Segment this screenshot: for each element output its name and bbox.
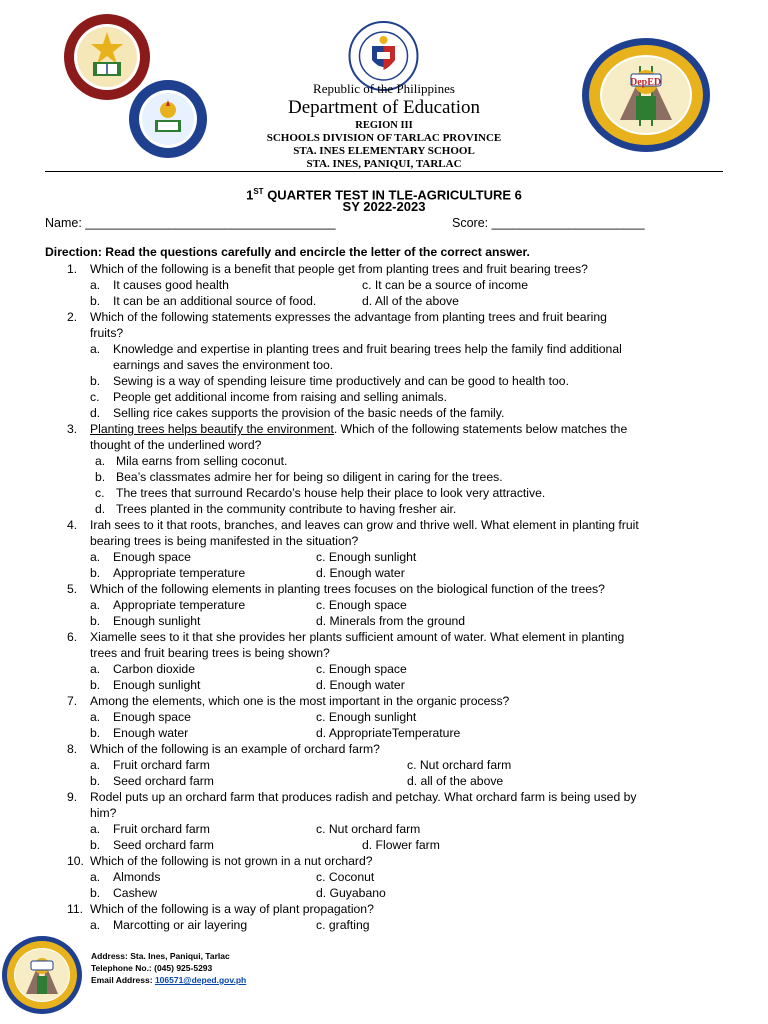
q5-option-b-letter[interactable]: b. [90,614,101,628]
q1-text: Which of the following is a benefit that people get from planting trees and fruit bearing trees? [90,262,588,276]
q4-text-line2: bearing trees is being manifested in the situation? [90,534,359,548]
q9-option-d[interactable]: d. Flower farm [362,838,440,852]
score-field[interactable]: Score: ______________________ [452,216,645,230]
q7-option-b-letter[interactable]: b. [90,726,101,740]
q8-option-d[interactable]: d. all of the above [407,774,504,788]
q1-option-b[interactable]: It can be an additional source of food. [113,294,317,308]
q3-text-rest: . Which of the following statements below matches the [333,422,628,436]
q11-option-a-letter[interactable]: a. [90,918,101,932]
q8-option-c[interactable]: c. Nut orchard farm [407,758,512,772]
q6-option-c[interactable]: c. Enough space [316,662,407,676]
q4-option-b[interactable]: Appropriate temperature [113,566,246,580]
q5-option-a[interactable]: Appropriate temperature [113,598,246,612]
q4-option-c[interactable]: c. Enough sunlight [316,550,417,564]
q2-option-a-line2[interactable]: earnings and saves the environment too. [113,358,334,372]
q1-option-b-letter[interactable]: b. [90,294,101,308]
q6-option-b-letter[interactable]: b. [90,678,101,692]
q6-option-a-letter[interactable]: a. [90,662,101,676]
q4-option-b-letter[interactable]: b. [90,566,101,580]
q4-option-a[interactable]: Enough space [113,550,191,564]
q9-option-c[interactable]: c. Nut orchard farm [316,822,421,836]
q2-option-d-letter[interactable]: d. [90,406,101,420]
q5-text: Which of the following elements in planting trees focuses on the biological function of the trees? [90,582,605,596]
q8-option-b-letter[interactable]: b. [90,774,101,788]
q9-text-line2: him? [90,806,117,820]
footer-email [91,975,246,985]
q3-option-a[interactable]: Mila earns from selling coconut. [116,454,288,468]
q6-text-line2: trees and fruit bearing trees is being shown? [90,646,330,660]
q11-number: 11. [67,902,84,916]
q5-option-a-letter[interactable]: a. [90,598,101,612]
q3-option-b-letter[interactable]: b. [95,470,106,484]
q6-option-a[interactable]: Carbon dioxide [113,662,195,676]
q10-option-a[interactable]: Almonds [113,870,161,884]
q3-underlined-phrase: Planting trees helps beautify the environment [90,422,334,436]
name-field[interactable]: Name: ____________________________________ [45,216,336,230]
department-text: Department of Education [287,97,481,118]
footer-email-label: Email Address: [91,975,155,985]
q3-option-c[interactable]: The trees that surround Recardo’s house help their place to look very attractive. [116,486,546,500]
q3-option-c-letter[interactable]: c. [95,486,105,500]
footer-school-logo [0,934,84,1016]
q5-option-d[interactable]: d. Minerals from the ground [316,614,466,628]
q3-option-d-letter[interactable]: d. [95,502,106,516]
q5-number: 5. [67,582,78,596]
test-title-sup: ST [253,187,264,196]
q9-number: 9. [67,790,78,804]
q6-option-d[interactable]: d. Enough water [316,678,405,692]
question-1 [67,261,77,277]
q2-option-b[interactable]: Sewing is a way of spending leisure time productively and can be good to health too. [113,374,569,388]
republic-text: Republic of the Philippines [313,81,455,96]
letterhead [0,81,768,171]
q6-number: 6. [67,630,78,644]
q9-option-a-letter[interactable]: a. [90,822,101,836]
q8-option-b[interactable]: Seed orchard farm [113,774,214,788]
q2-option-b-letter[interactable]: b. [90,374,101,388]
school-logo-deped-word: DepED [630,77,662,88]
footer-address: Address: Sta. Ines, Paniqui, Tarlac [91,951,230,961]
q8-text: Which of the following is an example of orchard farm? [90,742,380,756]
q3-number: 3. [67,422,78,436]
q10-option-b[interactable]: Cashew [113,886,158,900]
q8-option-a[interactable]: Fruit orchard farm [113,758,210,772]
q11-option-c[interactable]: c. grafting [316,918,370,932]
test-title-rest: QUARTER TEST IN TLE-AGRICULTURE 6 [263,187,522,203]
q10-option-a-letter[interactable]: a. [90,870,101,884]
q8-number: 8. [67,742,78,756]
q7-option-a[interactable]: Enough space [113,710,191,724]
school-address-text: STA. INES, PANIQUI, TARLAC [306,158,462,170]
q1-number: 1. [67,262,78,276]
q5-option-c[interactable]: c. Enough space [316,598,407,612]
q3-option-b[interactable]: Bea’s classmates admire her for being so diligent in caring for the trees. [116,470,503,484]
q4-option-a-letter[interactable]: a. [90,550,101,564]
q1-option-d[interactable]: d. All of the above [362,294,459,308]
q3-text-line1 [90,421,627,437]
q2-text-line1: Which of the following statements expresses the advantage from planting trees and fruit bearing [90,310,607,324]
school-text: STA. INES ELEMENTARY SCHOOL [293,145,475,157]
q3-text-line2: thought of the underlined word? [90,438,262,452]
header-divider [45,171,723,172]
direction-text: Direction: Read the questions carefully and encircle the letter of the correct answer. [45,245,530,259]
q7-number: 7. [67,694,78,708]
q7-option-b[interactable]: Enough water [113,726,189,740]
q10-option-d[interactable]: d. Guyabano [316,886,386,900]
q10-text: Which of the following is not grown in a nut orchard? [90,854,373,868]
q9-text-line1: Rodel puts up an orchard farm that produces radish and petchay. What orchard farm is being used by [90,790,637,804]
q2-option-a-line1[interactable]: Knowledge and expertise in planting trees and fruit bearing trees help the family find additional [113,342,622,356]
q1-option-a[interactable]: It causes good health [113,278,229,292]
q1-option-c[interactable]: c. It can be a source of income [362,278,528,292]
q9-option-a[interactable]: Fruit orchard farm [113,822,210,836]
q10-number: 10. [67,854,84,868]
division-text: SCHOOLS DIVISION OF TARLAC PROVINCE [266,132,502,144]
q2-option-c-letter[interactable]: c. [90,390,100,404]
footer-telephone: Telephone No.: (045) 925-5293 [91,963,213,973]
q2-text-line2: fruits? [90,326,124,340]
q2-option-a-letter[interactable]: a. [90,342,101,356]
q4-number: 4. [67,518,78,532]
q2-option-c[interactable]: People get additional income from raising and selling animals. [113,390,447,404]
q6-text-line1: Xiamelle sees to it that she provides her plants sufficient amount of water. What element in planting [90,630,625,644]
q3-option-d[interactable]: Trees planted in the community contribute to having fresher air. [116,502,457,516]
region-text: REGION III [355,120,413,131]
q4-option-d[interactable]: d. Enough water [316,566,405,580]
q9-option-b[interactable]: Seed orchard farm [113,838,214,852]
footer-email-link[interactable]: 106571@deped.gov.ph [154,975,247,985]
q8-option-a-letter[interactable]: a. [90,758,101,772]
q2-option-d[interactable]: Selling rice cakes supports the provision of the basic needs of the family. [113,406,505,420]
q7-option-c[interactable]: c. Enough sunlight [316,710,417,724]
q4-text-line1: Irah sees to it that roots, branches, and leaves can grow and thrive well. What element in planting fruit [90,518,639,532]
q10-option-b-letter[interactable]: b. [90,886,101,900]
q10-option-c[interactable]: c. Coconut [316,870,375,884]
q1-option-a-letter[interactable]: a. [90,278,101,292]
q6-option-b[interactable]: Enough sunlight [113,678,201,692]
q2-number: 2. [67,310,78,324]
q7-option-d[interactable]: d. AppropriateTemperature [316,726,461,740]
q11-text: Which of the following is a way of plant propagation? [90,902,374,916]
q3-option-a-letter[interactable]: a. [95,454,106,468]
q5-option-b[interactable]: Enough sunlight [113,614,201,628]
q11-option-a[interactable]: Marcotting or air layering [113,918,248,932]
school-year: SY 2022-2023 [342,199,426,214]
test-title-prefix: 1 [246,187,254,203]
q7-text: Among the elements, which one is the most important in the organic process? [90,694,510,708]
q7-option-a-letter[interactable]: a. [90,710,101,724]
q9-option-b-letter[interactable]: b. [90,838,101,852]
